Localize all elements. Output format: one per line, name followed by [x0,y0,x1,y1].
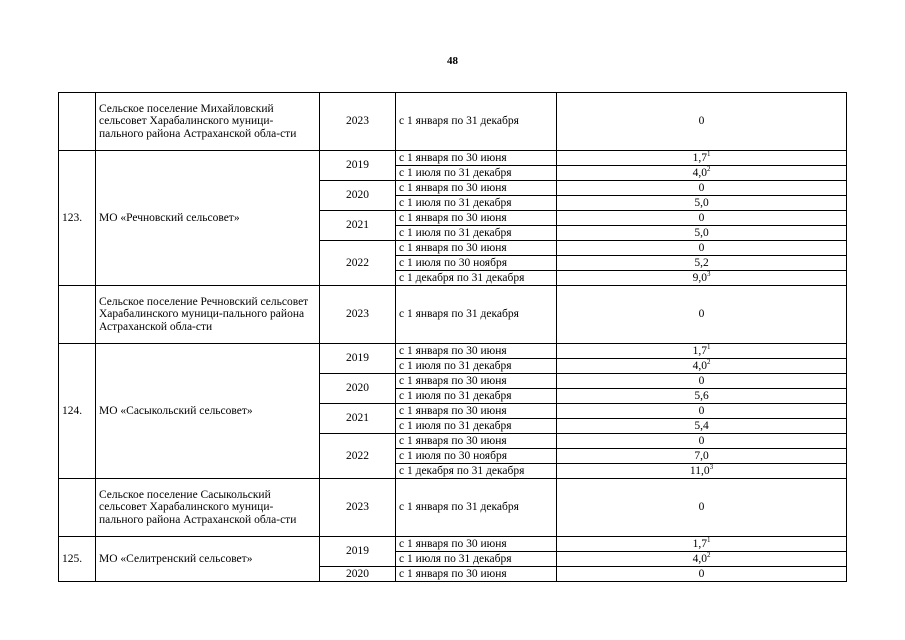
value-cell [557,181,847,196]
row-number: 123. [59,151,96,286]
value-cell [557,359,847,374]
row-number: 125. [59,537,96,582]
table-row [59,93,847,151]
table-row [59,151,847,166]
period-cell: с 1 января по 30 июня [396,181,557,196]
value-cell [557,211,847,226]
year-cell: 2022 [320,434,396,479]
municipality-name: Сельское поселение Сасыкольский сельсовет Харабалинского муници-пального района Астраханской обла-сти [96,479,320,537]
value-cell [557,196,847,211]
value-cell [557,404,847,419]
value-cell [557,567,847,582]
period-cell: с 1 июля по 31 декабря [396,196,557,211]
value-cell [557,241,847,256]
value-cell [557,374,847,389]
year-cell: 2023 [320,93,396,151]
value-cell [557,479,847,537]
value-text: 4,0 [692,359,707,372]
period-cell: с 1 января по 30 июня [396,567,557,582]
period-cell: с 1 июля по 30 ноября [396,256,557,271]
year-cell: 2020 [320,567,396,582]
value-cell [557,271,847,286]
value-cell [557,389,847,404]
value-cell [557,449,847,464]
value-cell [557,166,847,181]
period-cell: с 1 июля по 31 декабря [396,226,557,241]
period-cell: с 1 июля по 31 декабря [396,166,557,181]
footnote-mark: 2 [706,357,711,366]
footnote-mark: 3 [706,269,711,278]
row-number [59,479,96,537]
period-cell: с 1 января по 31 декабря [396,93,557,151]
value-cell [557,464,847,479]
value-text: 5,4 [694,419,709,432]
value-text: 1,7 [692,537,707,550]
period-cell: с 1 июля по 31 декабря [396,552,557,567]
period-cell: с 1 июля по 30 ноября [396,449,557,464]
value-cell [557,151,847,166]
period-cell: с 1 июля по 31 декабря [396,359,557,374]
year-cell: 2020 [320,374,396,404]
value-text: 0 [698,308,705,321]
value-text: 9,0 [692,271,707,284]
period-cell: с 1 января по 30 июня [396,241,557,256]
period-cell: с 1 января по 30 июня [396,434,557,449]
value-text: 0 [698,374,705,387]
value-text: 0 [698,211,705,224]
value-text: 1,7 [692,151,707,164]
value-cell [557,93,847,151]
municipality-name: МО «Сасыкольский сельсовет» [96,344,320,479]
footnote-mark: 2 [706,164,711,173]
value-text: 5,0 [694,226,709,239]
table-body [59,93,847,582]
municipality-name: МО «Речновский сельсовет» [96,151,320,286]
value-text: 4,0 [692,166,707,179]
tariff-table [58,92,847,582]
value-cell [557,226,847,241]
period-cell: с 1 декабря по 31 декабря [396,464,557,479]
period-cell: с 1 января по 31 декабря [396,286,557,344]
table-row [59,344,847,359]
value-text: 5,6 [694,389,709,402]
period-cell: с 1 июля по 31 декабря [396,389,557,404]
table-row [59,479,847,537]
value-text: 0 [698,567,705,580]
value-text: 0 [698,501,705,514]
period-cell: с 1 января по 30 июня [396,211,557,226]
value-cell [557,419,847,434]
value-text: 0 [698,404,705,417]
year-cell: 2022 [320,241,396,286]
period-cell: с 1 июля по 31 декабря [396,419,557,434]
year-cell: 2021 [320,404,396,434]
value-cell [557,552,847,567]
page-number: 48 [447,55,458,67]
row-number: 124. [59,344,96,479]
value-text: 11,0 [689,464,710,477]
table-row [59,286,847,344]
value-text: 0 [698,434,705,447]
year-cell: 2021 [320,211,396,241]
year-cell: 2020 [320,181,396,211]
row-number [59,286,96,344]
value-text: 0 [698,115,705,128]
table-row [59,537,847,552]
value-cell [557,256,847,271]
footnote-mark: 1 [706,535,711,544]
footnote-mark: 2 [706,550,711,559]
value-text: 1,7 [692,344,707,357]
value-cell [557,434,847,449]
period-cell: с 1 января по 30 июня [396,537,557,552]
year-cell: 2023 [320,479,396,537]
period-cell: с 1 января по 31 декабря [396,479,557,537]
value-text: 5,2 [694,256,709,269]
footnote-mark: 1 [706,149,711,158]
footnote-mark: 1 [706,342,711,351]
value-cell [557,286,847,344]
period-cell: с 1 декабря по 31 декабря [396,271,557,286]
value-text: 4,0 [692,552,707,565]
row-number [59,93,96,151]
year-cell: 2019 [320,151,396,181]
period-cell: с 1 января по 30 июня [396,404,557,419]
municipality-name: Сельское поселение Речновский сельсовет Харабалинского муници-пального района Астраханской обла-сти [96,286,320,344]
value-cell [557,344,847,359]
footnote-mark: 3 [709,462,714,471]
value-text: 0 [698,241,705,254]
value-text: 5,0 [694,196,709,209]
value-cell [557,537,847,552]
period-cell: с 1 января по 30 июня [396,374,557,389]
value-text: 7,0 [694,449,709,462]
year-cell: 2019 [320,537,396,567]
year-cell: 2023 [320,286,396,344]
municipality-name: МО «Селитренский сельсовет» [96,537,320,582]
municipality-name: Сельское поселение Михайловский сельсовет Харабалинского муници-пального района Астраханской обла-сти [96,93,320,151]
period-cell: с 1 января по 30 июня [396,151,557,166]
year-cell: 2019 [320,344,396,374]
value-text: 0 [698,181,705,194]
period-cell: с 1 января по 30 июня [396,344,557,359]
